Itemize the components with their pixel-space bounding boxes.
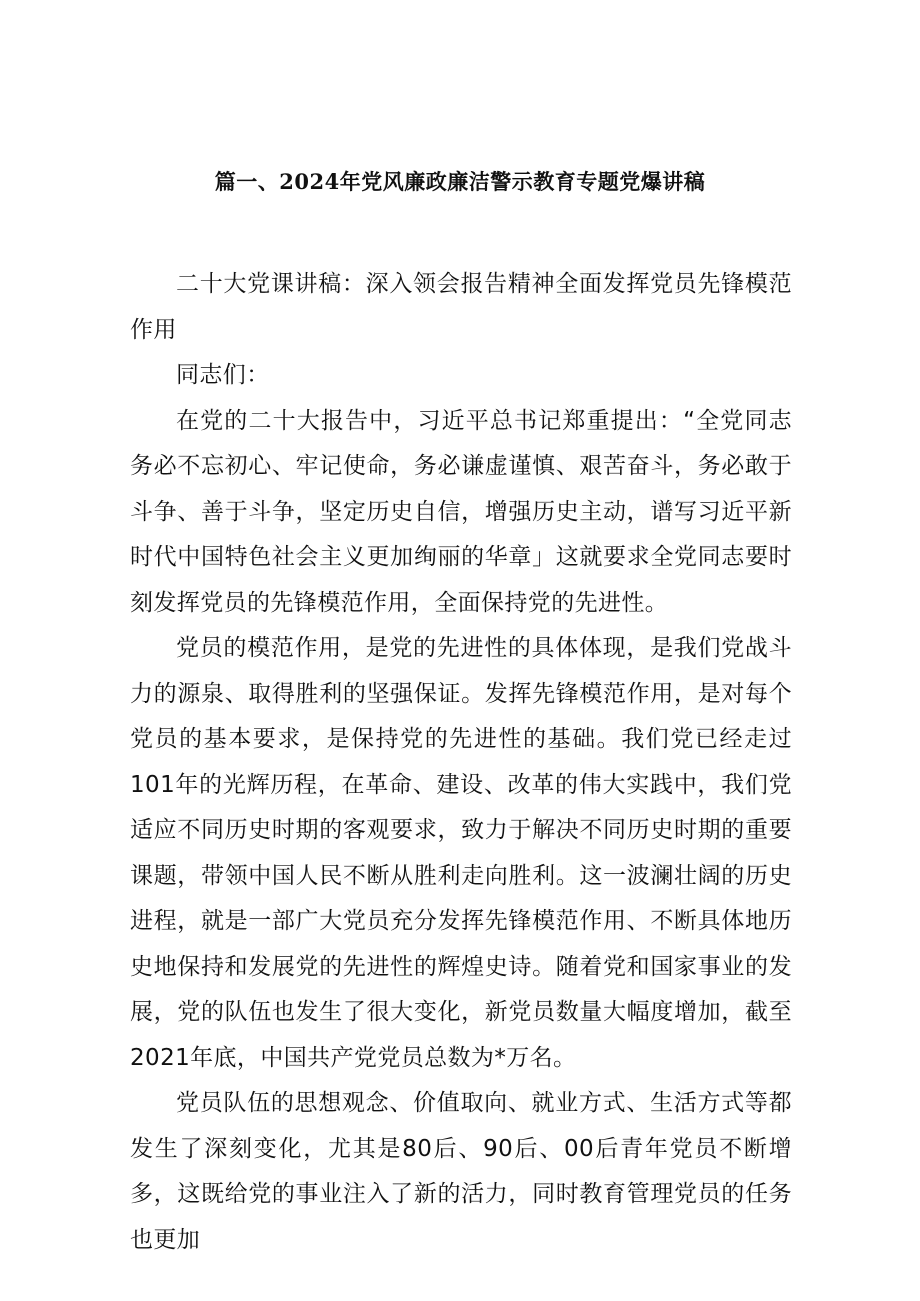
salutation-paragraph: 同志们：	[176, 362, 270, 388]
document-title: 篇一、2024年党风廉政廉洁警示教育专题党爆讲稿	[214, 169, 706, 194]
document-body	[130, 262, 792, 1263]
body-paragraph: 党员队伍的思想观念、价值取向、就业方式、生活方式等都发生了深刻变化，尤其是80后、90后、00后青年党员不断增多，这既给党的事业注入了新的活力，同时教育管理党员的任务也更加	[130, 1090, 792, 1253]
body-paragraph: 在党的二十大报告中，习近平总书记郑重提出：“全党同志务必不忘初心、牢记使命，务必谦虚谨慎、艰苦奋斗，务必敢于斗争、善于斗争，坚定历史自信，增强历史主动，谱写习近平新时代中国特色社会主义更加绚丽的华章」这就要求全党同志要时刻发挥党员的先锋模范作用，全面保持党的先进性。	[130, 407, 792, 616]
lecture-heading-paragraph: 二十大党课讲稿：深入领会报告精神全面发挥党员先锋模范作用	[130, 271, 792, 343]
body-paragraph: 党员的模范作用，是党的先进性的具体体现，是我们党战斗力的源泉、取得胜利的坚强保证。发挥先锋模范作用，是对每个党员的基本要求，是保持党的先进性的基础。我们党已经走过101年的光辉历程，在革命、建设、改革的伟大实践中，我们党适应不同历史时期的客观要求，致力于解决不同历史时期的重要课题，带领中国人民不断从胜利走向胜利。这一波澜壮阔的历史进程，就是一部广大党员充分发挥先锋模范作用、不断具体地历史地保持和发展党的先进性的辉煌史诗。随着党和国家事业的发展，党的队伍也发生了很大变化，新党员数量大幅度增加，截至2021年底，中国共产党党员总数为*万名。	[130, 635, 792, 1071]
